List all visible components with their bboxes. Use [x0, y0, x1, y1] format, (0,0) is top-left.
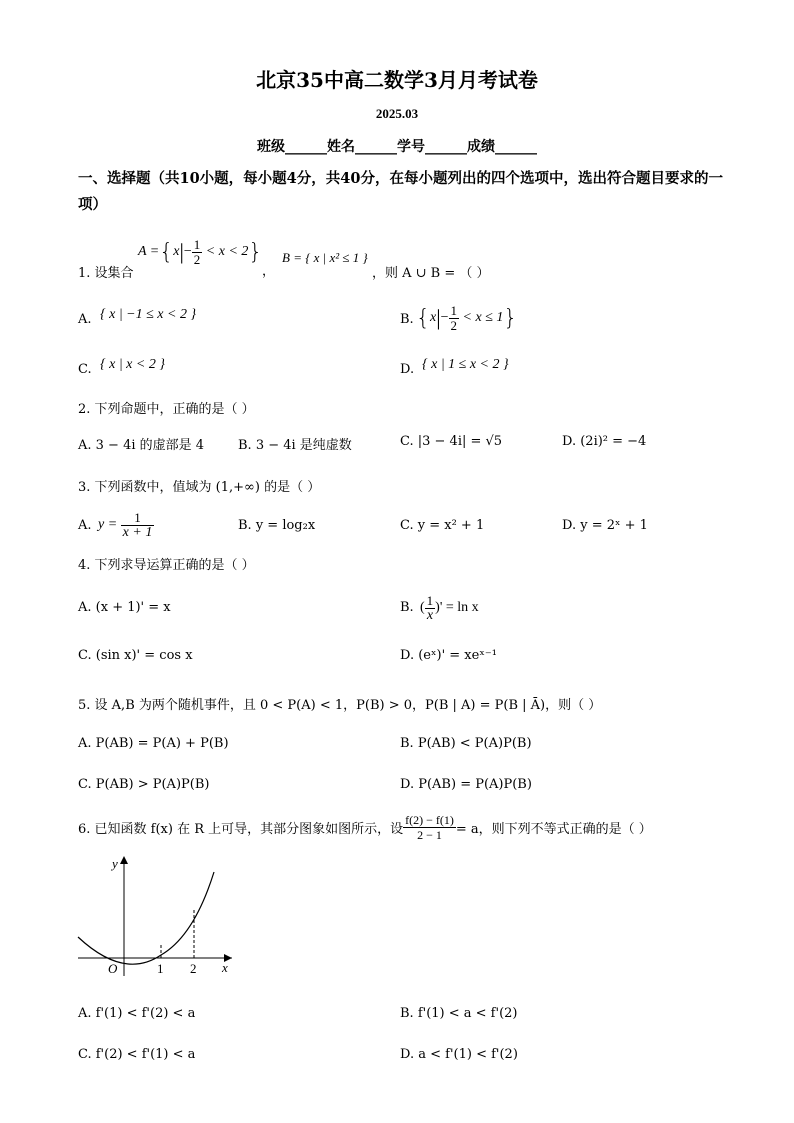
q4-option-c: C. (sin x)' = cos x — [78, 648, 193, 663]
q4-option-a: A. (x + 1)' = x — [78, 600, 171, 615]
q1-option-d-label: D. — [400, 362, 415, 377]
q2-option-c: C. |3 − 4i| = √5 — [400, 434, 503, 449]
q3-option-c: C. y = x² + 1 — [400, 518, 485, 533]
q1-option-d: { x | 1 ≤ x < 2 } — [422, 357, 509, 372]
q1-tail: ，则 A ∪ B = （ ） — [372, 266, 490, 281]
q1-option-b-label: B. — [400, 312, 414, 327]
q5-stem: 5. 设 A,B 为两个随机事件，且 0 < P(A) < 1，P(B) > 0，P(B | A) = P(B | Ā)，则（ ） — [78, 698, 602, 713]
q5-option-b: B. P(AB) < P(A)P(B) — [400, 736, 532, 751]
q3-option-a-label: A. — [78, 518, 92, 533]
q1-option-c: { x | x < 2 } — [100, 357, 165, 372]
q5-option-a: A. P(AB) = P(A) + P(B) — [78, 736, 229, 751]
section-heading: 一、选择题（共10小题，每小题4分，共40分，在每小题列出的四个选项中，选出符合题目要求的一项） — [78, 170, 723, 213]
tick-label-2: 2 — [190, 961, 197, 976]
q2-option-a: A. 3 − 4i 的虚部是 4 — [78, 438, 205, 453]
q3-option-a: y = $\frac{1}{x + 1}$ — [98, 509, 153, 540]
q5-option-d: D. P(AB) = P(A)P(B) — [400, 777, 532, 792]
q2-stem: 2. 下列命题中，正确的是（ ） — [78, 402, 255, 417]
x-axis-label: x — [222, 960, 228, 975]
q2-option-b: B. 3 − 4i 是纯虚数 — [238, 438, 352, 453]
q4-option-b: ( $\frac{1}{x}$ )' = ln x — [420, 592, 479, 623]
q1-prefix: 1. 设集合 — [78, 266, 134, 281]
q6-option-a: A. f'(1) < f'(2) < a — [78, 1006, 196, 1021]
tick-label-1: 1 — [157, 961, 164, 976]
function-graph — [74, 852, 244, 980]
q4-option-b-label: B. — [400, 600, 414, 615]
q2-option-d: D. (2i)² = −4 — [562, 434, 647, 449]
q3-option-d: D. y = 2ˣ + 1 — [562, 518, 648, 533]
y-axis-label: y — [112, 856, 118, 871]
origin-label: O — [108, 961, 118, 976]
q1-set-a: A = { x | − $\frac{1}{2}$ < x < 2 } — [138, 236, 263, 267]
q4-option-d: D. (eˣ)' = xeˣ⁻¹ — [400, 648, 497, 663]
page-title: 北京35中高二数学3月月考试卷 — [256, 68, 538, 92]
q4-stem: 4. 下列求导运算正确的是（ ） — [78, 558, 255, 573]
q1-option-a-label: A. — [78, 312, 92, 327]
q1-option-a: { x | −1 ≤ x < 2 } — [100, 307, 197, 322]
student-info-line: 班级______姓名______学号______成绩______ — [257, 139, 537, 155]
q5-option-c: C. P(AB) > P(A)P(B) — [78, 777, 210, 792]
q1-option-b: { x | − $\frac{1}{2}$ < x ≤ 1 } — [416, 302, 518, 333]
exam-date: 2025.03 — [375, 106, 419, 121]
q3-option-b: B. y = log₂x — [238, 518, 316, 533]
q6-stem: 6. 已知函数 f(x) 在 R 上可导，其部分图象如图所示，设 $\frac{f(2) - f(1)}{2 - 1}$ = a，则下列不等式正确的是（ ） — [78, 812, 652, 842]
y-axis-arrow — [120, 856, 128, 864]
q3-stem: 3. 下列函数中，值域为 (1,+∞) 的是（ ） — [78, 480, 321, 495]
exam-page: 北京35中高二数学3月月考试卷 2025.03 班级______姓名______学号______成绩______ 一、选择题（共10小题，每小题4分，共40分，在每小题列出的四个选项中，选出符合题目要求的一项） 1. 设集合 A = { x | − $\frac{1}{2}$ < x < 2 } ， B = { x | x² ≤ 1 } ，则 A ∪ B = （ ） A. { x | −1 ≤ x < 2 } B. { x | − $\frac{1}{2}$ < x ≤ 1 } C. { x | x < 2 } D. { x | 1 ≤ x < 2 } 2. 下列命题中，正确的是（ ） A. 3 − 4i 的虚部是 4 B. 3 − 4i 是纯虚数 C. |3 − 4i| = √5 D. (2i)² = −4 3. 下列函数中，值域为 (1,+∞) 的是（ ） A. y = $\frac{1}{x + 1}$ B. y = log₂x C. y = x² + 1 D. y = 2ˣ + 1 4. 下列求导运算正确的是（ ） A. (x + 1)' = x B. ( $\frac{1}{x}$ )' = ln x C. (sin x)' = cos x D. (eˣ)' = xeˣ⁻¹ 5. 设 A,B 为两个随机事件，且 0 < P(A) < 1，P(B) > 0，P(B | A) = P(B | Ā)，则（ ） A. P(AB) = P(A) + P(B) B. P(AB) < P(A)P(B) C. P(AB) > P(A)P(B) D. P(AB) = P(A)P(B) 6. 已知函数 f(x) 在 R 上可导，其部分图象如图所示，设 $\frac{f(2) - f(1)}{2 - 1}$ = a，则下列不等式正确的是（ ） y x O 1 2 A. f'(1) < f'(2) < a B. f'(1) < a < f'(2) C. f'(2) < f'(1) < a D. a < f'(1) < f'(2) — [0, 0, 794, 1123]
q1-option-c-label: C. — [78, 362, 92, 377]
q6-option-c: C. f'(2) < f'(1) < a — [78, 1047, 196, 1062]
q1-set-b: B = { x | x² ≤ 1 } — [282, 250, 368, 265]
q1-fraction: $\frac{1}{2}$ — [193, 236, 201, 267]
q6-option-b: B. f'(1) < a < f'(2) — [400, 1006, 518, 1021]
q1-set-a-lhs: A = — [138, 244, 160, 259]
q6-option-d: D. a < f'(1) < f'(2) — [400, 1047, 518, 1062]
